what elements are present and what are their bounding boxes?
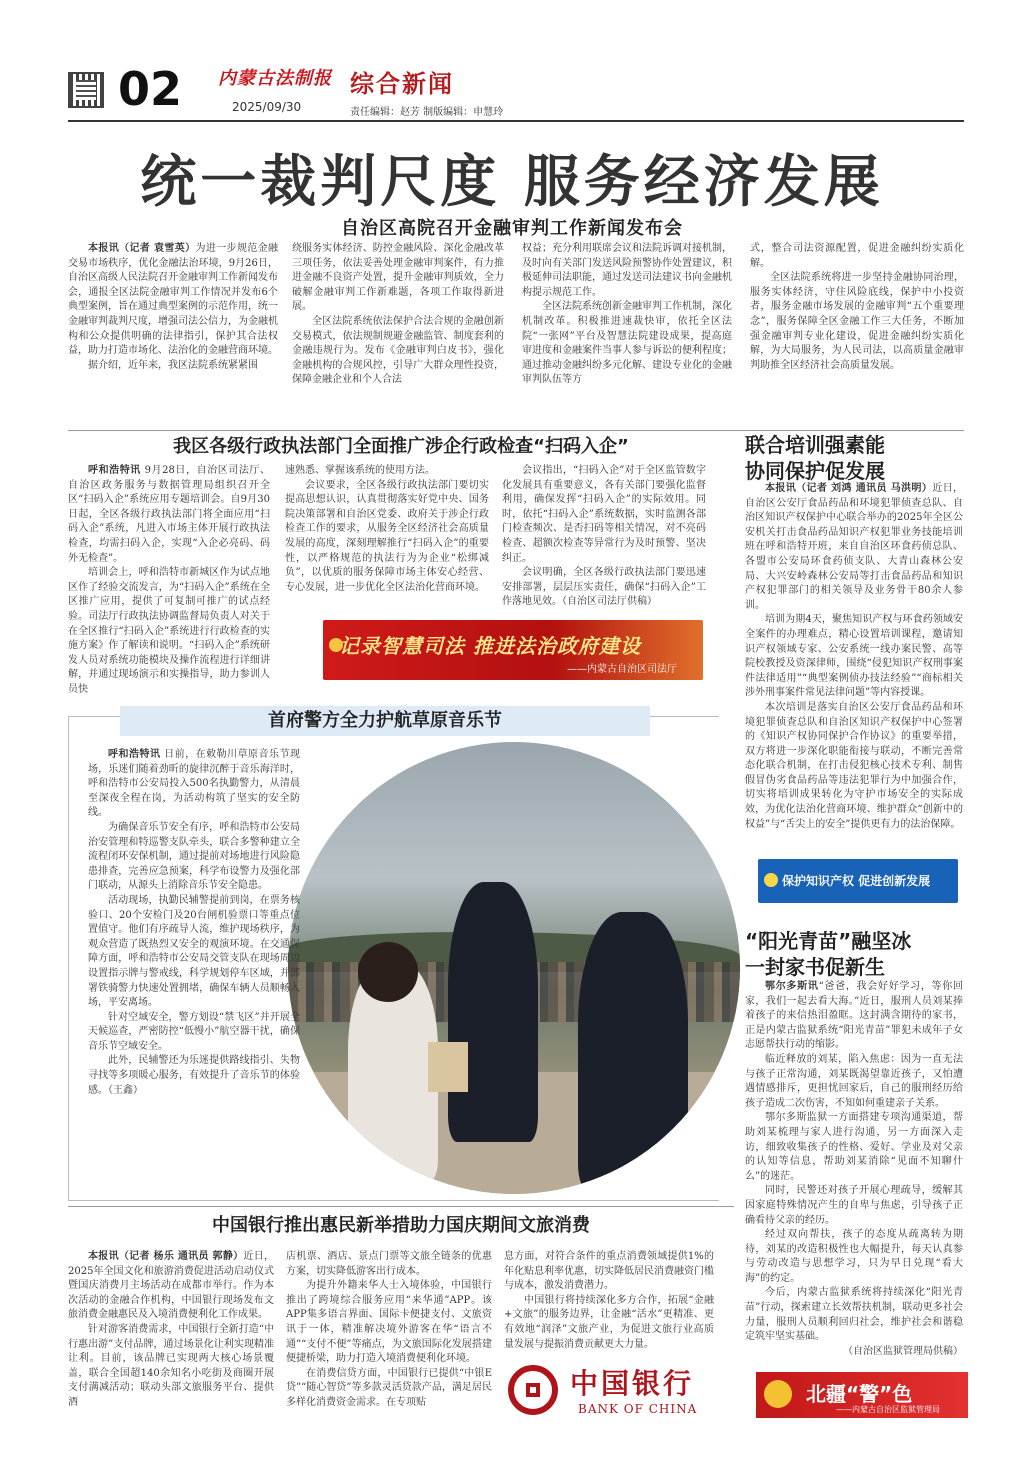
training-byline: 本报讯（记者 刘鸿 通讯员 马洪明）: [765, 483, 933, 494]
bank-of-china-logo-icon: [508, 1365, 558, 1415]
training-text-2: 培训为期4天，聚焦知识产权与环食药领域安全案件的办理难点，精心设置培训课程，邀请知识产权领域专家、公安系统一线办案民警、高等院校教授及资深律师，围绕“侵犯知识产权刑事案件法律适用”“典型案例侦办技法经验”“商标相关涉外刑事案件常见法律问题”等内容授课。: [745, 614, 963, 699]
youth-byline: 鄂尔多斯讯: [765, 981, 819, 992]
police-text-2: 为确保音乐节安全有序，呼和浩特市公安局治安管理和特巡警支队牵头，联合多警种建立全流程闭环安保机制，通过提前对场地进行风险隐患排查，完善应急预案，科学布设警力及强化部门联动，从源头上消除音乐节安全隐患。: [88, 821, 300, 892]
page-number: 02: [118, 62, 183, 116]
header-divider: [68, 120, 964, 122]
police-text-1: 日前，在敕勒川草原音乐节现场，乐迷们随着劲昕的旋律沉醉于音乐海洋时，呼和浩特市公安局投入500名执勤警力，从清晨至深夜全程在岗，为活动构筑了坚实的安全防线。: [88, 749, 300, 819]
lead-column-4: [750, 242, 964, 430]
scan-text-3b: 会议明确，全区各级行政执法部门要迅速安排部署，层层压实责任，确保“扫码入企”工作落地见效。: [502, 567, 706, 608]
ip-protection-banner[interactable]: [758, 859, 958, 903]
police-text-5: 此外，民辅警还为乐迷提供路线指引、失物寻找等多项暖心服务，有效提升了音乐节的体验感。: [88, 1055, 300, 1096]
lead-headline: 统一裁判尺度 服务经济发展: [140, 150, 884, 215]
scan-text-1: 9月28日，自治区司法厅、自治区政务服务与数据管理局组织召开全区“扫码入企”系统应用专题培训会。自9月30日起，全区各级行政执法部门将全面应用“扫码入企”系统，凡进入市场主体开展行政执法检查，均需扫码入企，实现“入企必亮码、码外无检查”。: [68, 465, 270, 564]
training-text-3: 本次培训是落实自治区公安厅食品药品和环境犯罪侦查总队和自治区知识产权保护中心签署的《知识产权协同保护合作协议》的重要举措，双方将进一步深化职能衔接与联动，不断完善常态化联合机制，在打击侵犯核心技术专利、制售假冒伪劣食品药品等违法犯罪行为中加强合作，切实将培训成果转化为守护市场安全的实际成效，为优化法治化营商环境、维护群众“创新中的权益”与“舌尖上的安全”提供更有力的法治保障。: [745, 701, 963, 830]
lead-text-1b: 据介绍，近年来，我区法院系统紧紧围: [88, 359, 258, 371]
youth-column: [745, 980, 963, 1362]
lead-text-3b: 全区法院系统创新金融审判工作机制，深化机制改革。积极推进速裁快审，依托全区法院“一张网”平台及智慧法院建设成果，提高庭审进度和金融案件当事人参与诉讼的便利程度；通过推动金融纠纷多元化解、建设专业化的金融审判队伍等方: [522, 301, 732, 386]
boc-logo-cn: 中国银行: [570, 1367, 695, 1400]
police-photo: [288, 742, 740, 1194]
youth-text-2: 临近释放的刘某，陷入焦虑：因为一直无法与孩子正常沟通，刘某既渴望靠近孩子，又怕遭遇情感排斥，更担忧回家后，自己的服刑经历给孩子造成二次伤害，不知如何重建亲子关系。: [745, 1053, 963, 1109]
police-text-3: 活动现场，执勤民辅警提前到岗，在票务核验口、20个安检门及20台闸机验票口等重点位置值守。他们有序疏导人流，维护现场秩序，为观众营造了既热烈又安全的观演环境。在交通保障方面，呼和浩特市公安局交管支队在现场周边设置指示牌与警戒线，科学规划停车区域，并部署铁骑警力快速处置拥堵，确保车辆人员顺畅入场，平安离场。: [88, 894, 300, 1009]
lead-text-1: 为进一步规范金融交易市场秩序，优化金融法治环境，9月26日，自治区高级人民法院召开金融审判工作新闻发布会，通报全区法院金融审判工作情况并发布6个典型案例，旨在通过典型案例的示范作用，统一金融审判裁判尺度，增强司法公信力，为金融机构和公众提供明确的法律指引，保护其合法权益，助力打造市场化、法治化的金融营商环境。: [68, 243, 278, 357]
smart-justice-banner-text: 记录智慧司法 推进法治政府建设: [339, 634, 641, 658]
youth-headline-2: 一封家书促新生: [745, 955, 885, 979]
qr-code[interactable]: [68, 72, 104, 108]
youth-text-3: 鄂尔多斯监狱一方面搭建专项沟通渠道，帮助刘某梳理与家人进行沟通，另一方面深入走访，细致收集孩子的性格、爱好、学业及对父亲的认知等信息，帮助刘某消除“见面不知聊什么”的迷茫。: [745, 1112, 963, 1182]
photo-officer-2: [578, 912, 688, 1192]
lead-subhead: 自治区高院召开金融审判工作新闻发布会: [341, 218, 683, 239]
scan-column-2: [285, 464, 489, 614]
police-byline: 呼和浩特讯: [108, 749, 161, 760]
boc-column-2: [286, 1250, 492, 1440]
lead-text-3: 权益；充分利用联席会议和法院诉调对接机制，及时向有关部门发送风险预警协作处置建议，积极延伸司法职能，通过发送司法建议书向金融机构提示规范工作。: [522, 243, 732, 298]
youth-text-1: “爸爸，我会好好学习，等你回家，我们一起去看大海。”近日，服刑人员刘某捧着孩子的来信热泪盈眶。这封满含期待的家书，正是内蒙古监狱系统“阳光青苗”罪犯未成年子女志愿帮扶行动的缩影。: [745, 981, 963, 1051]
northern-police-banner-text: 北疆“警”色: [806, 1382, 913, 1406]
ip-banner-text: 保护知识产权 促进创新发展: [782, 874, 931, 888]
boc-headline: 中国银行推出惠民新举措助力国庆期间文旅消费: [212, 1215, 590, 1236]
police-column: [88, 748, 300, 1188]
boc-text-1: 近日，2025年全国文化和旅游消费促进活动启动仪式暨国庆消费月主场活动在成都市举行。作为本次活动的金融合作机构，中国银行现场发布文旅消费金融惠民及入境消费便利化工作成果。: [68, 1251, 274, 1321]
training-headline-2: 协同保护促发展: [745, 459, 885, 483]
boc-byline: 本报讯（记者 杨乐 通讯员 郭静）: [88, 1251, 244, 1262]
youth-text-5: 经过双向帮扶，孩子的态度从疏离转为期待，刘某的改造积极性也大幅提升，每天认真参与劳动改造与思想学习，只为早日兑现“看大海”的约定。: [745, 1229, 963, 1284]
youth-text-4: 同时，民警还对孩子开展心理疏导，缓解其因家庭特殊情况产生的自卑与焦虑，引导孩子正确看待父亲的经历。: [745, 1185, 963, 1226]
scan-headline: 我区各级行政执法部门全面推广涉企行政检查“扫码入企”: [173, 436, 629, 457]
scan-text-1b: 培训会上，呼和浩特市新城区作为试点地区作了经验交流发言，为“扫码入企”系统在全区推广应用，提供了可复制可推广的试点经验。司法厅行政执法协调监督局负责人对关于在全区推行“扫码入企”系统进行行政检查的实施方案》作了解读和说明。“扫码入企”系统研发人员对系统功能模块及操作流程进行详细讲解，并通过现场演示和实操指导，助力参训人员快: [68, 567, 270, 694]
boc-text-3b: 中国银行将持续深化多方合作，拓展“金融+文旅”的服务边界，让金融“活水”更精准、更有效地“润泽”文旅产业，为促进文旅行业高质量发展与提振消费贡献更大力量。: [504, 1294, 714, 1350]
ip-emblem-icon: [764, 873, 778, 887]
newspaper-logo: 内蒙古法制报: [218, 68, 332, 89]
scan-text-2b: 会议要求，全区各级行政执法部门要切实提高思想认识，认真贯彻落实好党中央、国务院决策部署和自治区党委、政府关于涉企行政检查工作的要求，从服务全区经济社会高质量发展的高度，深刻理解推行“扫码入企”的重要性，以严格规范的执法行为为企业“松绑减负”，以优质的服务保障市场主体安心经营、专心发展，进一步优化全区法治化营商环境。: [285, 479, 489, 593]
photo-woman-hair: [358, 942, 418, 1002]
lead-text-2b: 全区法院系统依法保护合法合规的金融创新交易模式，依法规制规避金融监管、制度套利的金融违规行为。发布《金融审判白皮书》，强化金融机构的合规风控，引导广大群众理性投资，保障金融企业和个人合法: [292, 315, 504, 386]
scan-text-2: 速熟悉、掌握该系统的使用方法。: [285, 465, 435, 476]
lead-column-1: [68, 242, 278, 430]
lead-text-4: 式，整合司法资源配置，促进金融纠纷实质化解。: [750, 243, 964, 269]
boc-text-2: 店机票、酒店、景点门票等文旅全链条的优惠方案，切实降低游客出行成本。: [286, 1251, 492, 1277]
scan-column-3: [502, 464, 706, 614]
police-headline: 首府警方全力护航草原音乐节: [268, 710, 502, 731]
lead-column-2: [292, 242, 504, 430]
boc-column-3: [504, 1250, 714, 1356]
boc-logo-en: BANK OF CHINA: [578, 1402, 698, 1416]
youth-headline-1: “阳光青苗”融坚冰: [745, 929, 912, 953]
smart-justice-banner-sub: ——内蒙古自治区司法厅: [567, 664, 677, 675]
police-badge-icon: [764, 1380, 792, 1408]
boc-text-3: 息方面，对符合条件的重点消费领域提供1%的年化贴息利率优惠，切实降低居民消费融资门槛与成本，激发消费潜力。: [504, 1251, 714, 1292]
scan-text-3: 会议指出，“扫码入企”对于全区监管数字化发展具有重要意义，各有关部门要强化监督利用，确保发挥“扫码入企”的实际效用。同时，依托“扫码入企”系统数据，实时监测各部门检查频次、是否扫码等相关情况，对不亮码检查、超额次检查等异常行为及时预警、坚决纠正。: [502, 465, 706, 564]
boc-column-1: [68, 1250, 274, 1440]
scan-source: （自治区司法厅供稿）: [562, 596, 657, 608]
photo-bag: [428, 1042, 468, 1092]
section-divider: [68, 430, 964, 431]
police-text-4: 针对空域安全，警方划设“禁飞区”并开展全天候巡查，严密防控“低慢小”航空器干扰，确保音乐节空域安全。: [88, 1011, 300, 1052]
youth-source: （自治区监狱管理局供稿）: [843, 1345, 963, 1357]
boc-divider: [68, 1206, 734, 1207]
scan-column-1: [68, 464, 270, 694]
section-title: 综合新闻: [350, 70, 454, 98]
training-headline-1: 联合培训强素能: [745, 433, 885, 457]
lead-byline: 本报讯（记者 袁雪英）: [88, 243, 196, 254]
youth-text-6: 今后，内蒙古监狱系统将持续深化“阳光青苗”行动，探索建立长效帮扶机制，联动更多社会力量，服刑人员顺利回归社会，维护社会和谐稳定筑牢坚实基础。: [745, 1287, 963, 1343]
northern-police-banner[interactable]: [756, 1372, 968, 1418]
boc-text-2c: 在消费信贷方面，中国银行已提供“中银E贷”“随心智贷”等多款灵活贷款产品，满足居民多样化消费资金需求。在专项贴: [286, 1367, 492, 1408]
boc-text-1b: 针对游客消费需求，中国银行全新打造“中行惠出游”支付品牌，通过场景化让利实现精准让利。目前，该品牌已实现两大核心场景覆盖，联合全国超140余知名小吃街及商圈开展支付满减活动；联动头部文旅服务平台、提供酒: [68, 1323, 274, 1408]
photo-officer-1: [448, 882, 538, 1142]
northern-police-banner-sub: ——内蒙古自治区监狱管理局: [836, 1405, 940, 1414]
editor-credits: 责任编辑：赵芳 制版编辑：申慧玲: [350, 107, 504, 118]
lead-text-4b: 全区法院系统将进一步坚持金融协同治理，服务实体经济，守住风险底线，保护中小投资者，服务金融市场发展的金融审判“五个重要理念”，服务保障全区金融工作三大任务，不断加强金融审判专业化建设，促进金融纠纷实质化解，为大局服务，为人民司法，以高质量金融审判助推全区经济社会高质量发展。: [750, 272, 964, 371]
training-column: [745, 482, 963, 852]
boc-text-2b: 为提升外籍来华人士入境体验，中国银行推出了跨境综合服务应用“来华通”APP。该APP集多语言界面、国际卡便捷支付、文旅资讯于一体，精准解决境外游客在华“语言不通”“支付不便”等痛点，为文旅国际化发展搭建便捷桥梁，助力打造入境消费便利化环境。: [286, 1280, 492, 1365]
lead-column-3: [522, 242, 732, 430]
scan-byline: 呼和浩特讯: [88, 465, 141, 476]
lead-text-2: 绕服务实体经济、防控金融风险、深化金融改革三项任务，依法妥善处理金融审判案件，有力推进金融不良资产处置，提升金融审判质效，全力破解金融审判工作新难题，各项工作取得新进展。: [292, 243, 504, 313]
smart-justice-banner[interactable]: [323, 620, 703, 680]
police-source: （王鑫）: [108, 1084, 143, 1096]
training-text-1: 近日，自治区公安厅食品药品和环境犯罪侦查总队、自治区知识产权保护中心联合举办的2025年全区公安机关打击食品药品知识产权犯罪业务技能培训班在呼和浩特开班，来自自治区环食药侦总队、各盟市公安局环食药侦支队、大青山森林公安局、大兴安岭森林公安局等打击食品药品和知识产权犯罪部门的相关领导及业务骨干80余人参训。: [745, 483, 963, 611]
issue-date: 2025/09/30: [232, 100, 302, 114]
